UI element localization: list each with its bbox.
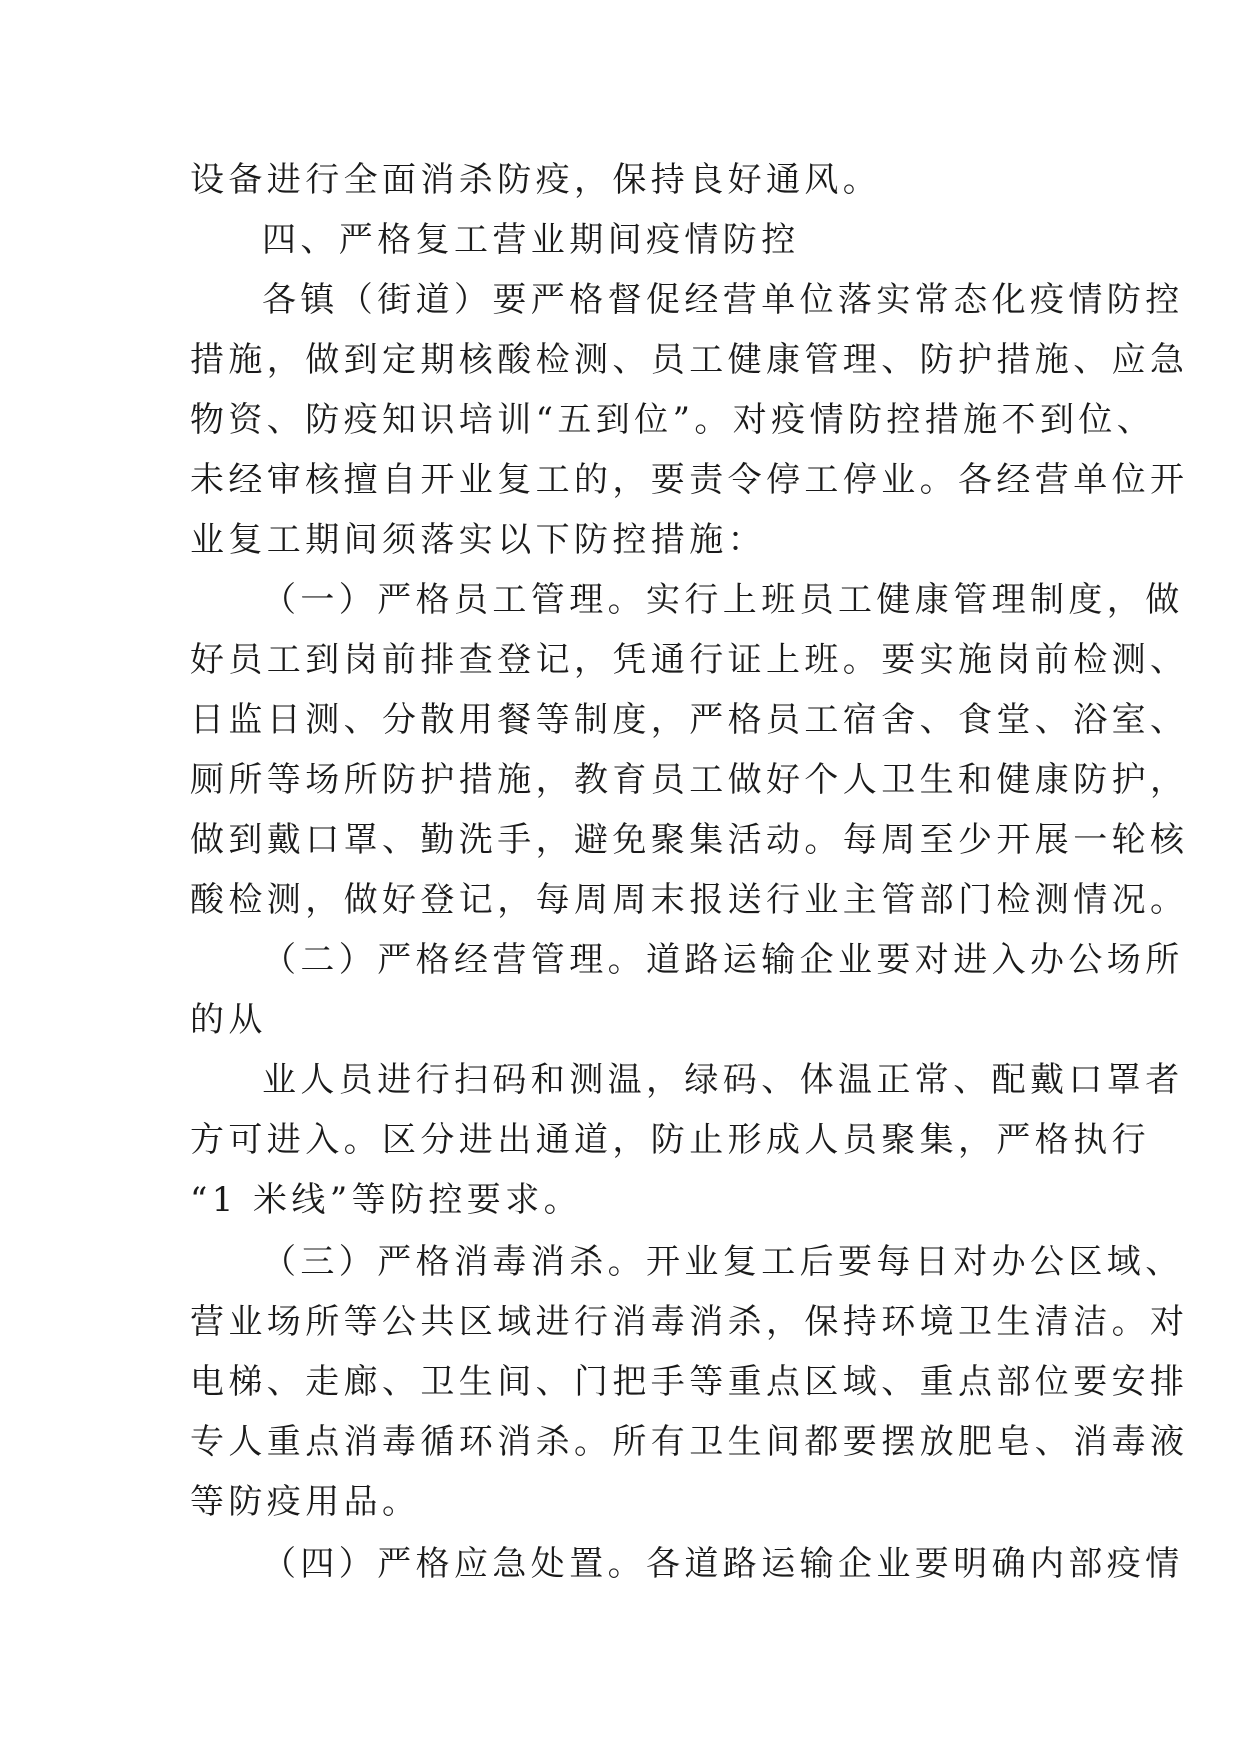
paragraph-line: 各镇（街道）要严格督促经营单位落实常态化疫情防控 <box>262 280 1184 320</box>
paragraph-line: 营业场所等公共区域进行消毒消杀，保持环境卫生清洁。对 <box>190 1302 1189 1342</box>
paragraph-line: 措施，做到定期核酸检测、员工健康管理、防护措施、应急 <box>190 340 1189 380</box>
paragraph-line: 酸检测，做好登记，每周周末报送行业主管部门检测情况。 <box>190 880 1189 920</box>
subsection-heading: （一）严格员工管理。实行上班员工健康管理制度，做 <box>262 580 1184 620</box>
paragraph-line: 业人员进行扫码和测温，绿码、体温正常、配戴口罩者 <box>262 1060 1184 1100</box>
subsection-heading: （四）严格应急处置。各道路运输企业要明确内部疫情 <box>262 1544 1184 1584</box>
paragraph-line: 做到戴口罩、勤洗手，避免聚集活动。每周至少开展一轮核 <box>190 820 1189 860</box>
paragraph-line: “1 米线”等防控要求。 <box>190 1180 583 1220</box>
paragraph-line: 设备进行全面消杀防疫，保持良好通风。 <box>190 160 882 200</box>
paragraph-line: 好员工到岗前排查登记，凭通行证上班。要实施岗前检测、 <box>190 640 1189 680</box>
subsection-heading: （二）严格经营管理。道路运输企业要对进入办公场所 <box>262 940 1184 980</box>
paragraph-line: 日监日测、分散用餐等制度，严格员工宿舍、食堂、浴室、 <box>190 700 1189 740</box>
section-heading: 四、严格复工营业期间疫情防控 <box>262 220 800 260</box>
paragraph-line: 方可进入。区分进出通道，防止形成人员聚集，严格执行 <box>190 1120 1150 1160</box>
paragraph-line: 未经审核擅自开业复工的，要责令停工停业。各经营单位开 <box>190 460 1189 500</box>
paragraph-line: 的从 <box>190 1000 267 1040</box>
paragraph-line: 业复工期间须落实以下防控措施： <box>190 520 766 560</box>
subsection-heading: （三）严格消毒消杀。开业复工后要每日对办公区域、 <box>262 1242 1184 1282</box>
paragraph-line: 物资、防疫知识培训“五到位”。对疫情防控措施不到位、 <box>190 400 1156 440</box>
paragraph-line: 专人重点消毒循环消杀。所有卫生间都要摆放肥皂、消毒液 <box>190 1422 1189 1462</box>
paragraph-line: 电梯、走廊、卫生间、门把手等重点区域、重点部位要安排 <box>190 1362 1189 1402</box>
paragraph-line: 厕所等场所防护措施，教育员工做好个人卫生和健康防护， <box>190 760 1189 800</box>
paragraph-line: 等防疫用品。 <box>190 1482 421 1522</box>
